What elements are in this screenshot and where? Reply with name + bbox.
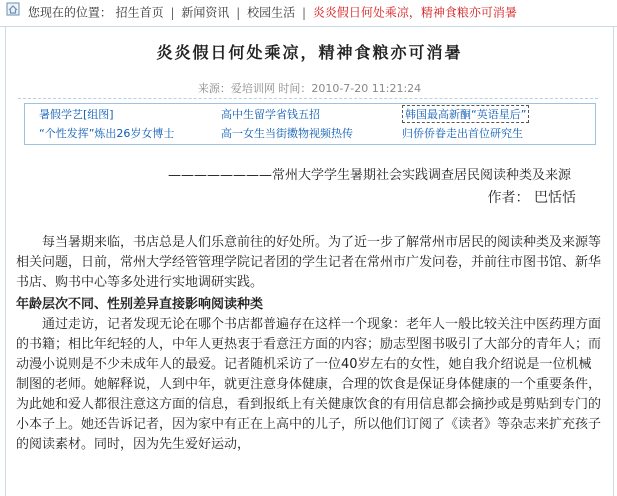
related-link[interactable]: 高中生留学省钱五招 — [221, 108, 320, 121]
article-paragraph: 通过走访，记者发现无论在哪个书店都普遍存在这样一个现象：老年人一般比较关注中医药理方面的书籍；相比年纪轻的人，中年人更热衷于看意汪方面的内容；励志型图书吸引了大部分的青年人；而动漫小说则是不少未成年人的最爱。记者随机采访了一位40岁左右的女性，她自我介绍说是一位机械制图的老师。她解释说，人到中年，就更注意身体健康，合理的饮食是保证身体健康的一个重要条件，为此她和爱人都很注意这方面的信息，看到报纸上有关健康饮食的有用信息都会摘抄或是剪贴到专门的小本子上。她还告诉记者，因为家中有正在上高中的儿子，所以他们订阅了《读者》等杂志来扩充孩子的阅读素材。同时，因为先生爱好运动， — [16, 317, 602, 452]
breadcrumb-link-news[interactable]: 新闻资讯 — [181, 5, 230, 20]
breadcrumb-separator: | — [170, 5, 175, 20]
breadcrumb-separator: | — [301, 5, 306, 20]
related-links-box — [24, 103, 596, 145]
related-link[interactable]: 归侨侨眷走出首位研究生 — [402, 127, 523, 140]
related-link[interactable]: 高一女生当街擞物视频热传 — [221, 127, 353, 140]
article-body — [16, 233, 604, 455]
article-author: 作者： 巴恬恬 — [487, 190, 576, 206]
article-paragraph: 每当暑期来临，书店总是人们乐意前往的好处所。为了近一步了解常州市居民的阅读种类及来源等相关问题，日前，常州大学经管管理学院记者团的学生记者在常州市广发问卷，并前往市图书馆、新华书店、购书中心等多处进行实地调研实践。 — [16, 235, 602, 290]
breadcrumb — [0, 0, 617, 27]
breadcrumb-prefix: 您现在的位置： — [27, 5, 112, 20]
breadcrumb-separator: | — [236, 5, 241, 20]
article-section-heading: 年龄层次不同、性别差异直接影响阅读种类 — [16, 297, 264, 312]
divider — [18, 98, 598, 99]
breadcrumb-current: 炎炎假日何处乘凉，精神食粮亦可消暑 — [312, 5, 517, 20]
article-source-line: 来源：爱培训网 时间：2010-7-20 11:21:24 — [197, 82, 422, 95]
related-link[interactable]: 韩国最高新酮“英语星后” — [402, 105, 529, 123]
related-link[interactable]: “个性发挥”炼出26岁女博士 — [39, 127, 175, 140]
home-icon — [6, 0, 20, 24]
related-link[interactable]: 暑假学艺[组图] — [39, 108, 114, 121]
breadcrumb-link-home[interactable]: 招生首页 — [115, 5, 164, 20]
page-title: 炎炎假日何处乘凉，精神食粮亦可消暑 — [156, 43, 463, 62]
breadcrumb-link-campus-life[interactable]: 校园生活 — [247, 5, 296, 20]
article-panel — [5, 26, 614, 496]
article-subtitle: ————————常州大学学生暑期社会实践调查居民阅读种类及来源 — [167, 168, 571, 183]
